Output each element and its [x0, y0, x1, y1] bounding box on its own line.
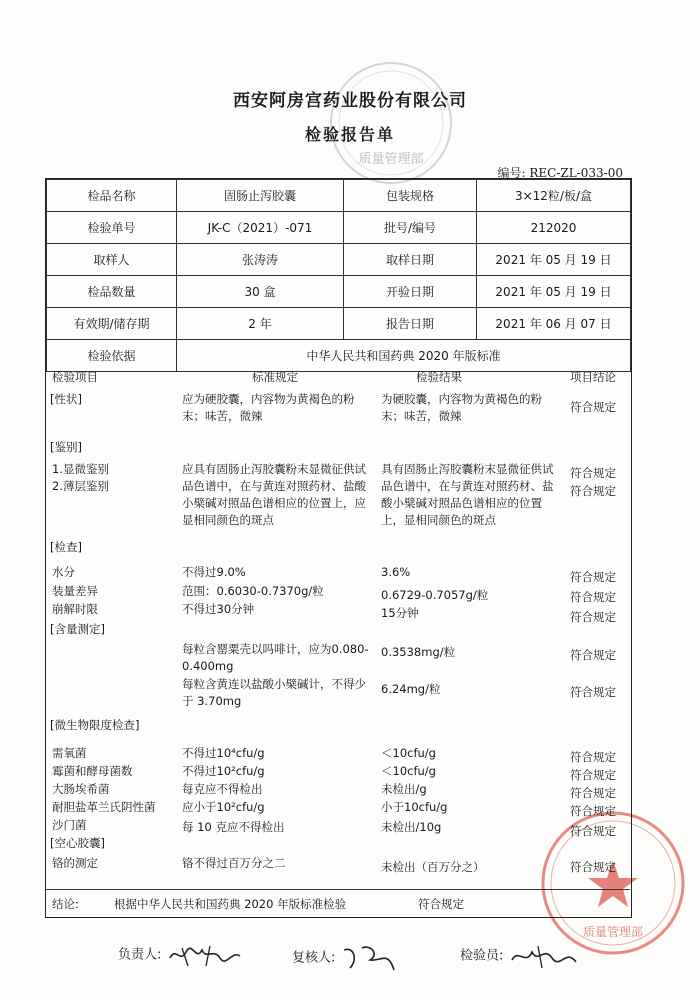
- shuifen-result: 3.6%: [381, 565, 411, 579]
- header-row: [47, 276, 631, 308]
- conclusion-text: 根据中华人民共和国药典 2020 年版标准检验: [114, 897, 347, 911]
- meijun-item: 霉菌和酵母菌数: [52, 764, 133, 778]
- inspector-handwritten-signature: [508, 940, 580, 972]
- jianbie-item-1: 1.显微鉴别: [52, 462, 109, 476]
- xuyangjun-standard: 不得过10⁴cfu/g: [182, 746, 265, 760]
- hanliang-1-conclusion: 符合规定: [570, 648, 616, 662]
- conclusion-label: 结论:: [52, 897, 79, 911]
- responsible-handwritten-signature: [166, 940, 244, 970]
- reviewer-signature: [292, 940, 400, 976]
- basis-label: 检验依据: [47, 340, 177, 372]
- zhuangliang-result: 0.6729-0.7057g/粒: [381, 588, 489, 602]
- bengjie-result: 15分钟: [381, 606, 419, 620]
- jianbie-conclusion-2: 符合规定: [570, 484, 616, 498]
- validity-label: 有效期/储存期: [47, 308, 177, 340]
- batch-value: 212020: [477, 212, 631, 244]
- zhuangliang-standard: 范围：0.6030-0.7370g/粒: [182, 584, 324, 598]
- xuyangjun-conclusion: 符合规定: [570, 750, 616, 764]
- inspector-signature: [460, 940, 580, 972]
- basis-value: 中华人民共和国药典 2020 年版标准: [177, 340, 631, 372]
- package-value: 3×12粒/板/盒: [477, 180, 631, 212]
- header-row: [47, 244, 631, 276]
- sample-date-label: 取样日期: [344, 244, 477, 276]
- bengjie-standard: 不得过30分钟: [182, 602, 255, 616]
- naidan-item: 耐胆盐革兰氏阴性菌: [52, 800, 156, 814]
- responsible-label: 负责人:: [118, 947, 162, 963]
- col-header-standard: 标准规定: [252, 370, 298, 384]
- shamen-standard: 每 10 克应不得检出: [182, 820, 285, 834]
- xuyangjun-result: ＜10cfu/g: [381, 746, 436, 760]
- header-row: [47, 212, 631, 244]
- test-no-label: 检验单号: [47, 212, 177, 244]
- dachang-item: 大肠埃希菌: [52, 782, 110, 796]
- ge-result: 未检出（百万分之）: [381, 860, 485, 874]
- hanliang-2-standard: 每粒含黄连以盐酸小檗碱计，不得少于 3.70mg: [182, 677, 366, 708]
- xingzhuang-standard: 应为硬胶囊，内容物为黄褐色的粉末；味苦，微辣: [182, 392, 355, 423]
- section-xingzhuang: [性状]: [50, 392, 82, 406]
- start-date-value: 2021 年 05 月 19 日: [477, 276, 631, 308]
- zhuangliang-conclusion: 符合规定: [570, 590, 616, 604]
- zhuangliang-item: 装量差异: [52, 584, 98, 598]
- header-table: [46, 179, 631, 372]
- validity-value: 2 年: [177, 308, 344, 340]
- hanliang-1-standard: 每粒含罂粟壳以吗啡计，应为0.080-0.400mg: [182, 642, 369, 673]
- report-frame: [45, 178, 632, 918]
- sampler-label: 取样人: [47, 244, 177, 276]
- xuyangjun-item: 需氧菌: [52, 746, 87, 760]
- ge-item: 铬的测定: [52, 856, 98, 870]
- batch-label: 批号/编号: [344, 212, 477, 244]
- col-header-item: 检验项目: [52, 370, 98, 384]
- start-date-label: 开验日期: [344, 276, 477, 308]
- document-number-label: 编号:: [497, 166, 526, 180]
- document-title: 检验报告单: [304, 125, 395, 144]
- xingzhuang-conclusion: 符合规定: [570, 400, 616, 414]
- shuifen-item: 水分: [52, 565, 75, 579]
- naidan-result: 小于10cfu/g: [381, 800, 448, 814]
- hanliang-2-result: 6.24mg/粒: [381, 682, 441, 696]
- shuifen-conclusion: 符合规定: [570, 570, 616, 584]
- bottom-stamp-text: 质量管理部: [582, 925, 644, 939]
- col-header-conclusion: 项目结论: [570, 370, 616, 384]
- header-row: [47, 308, 631, 340]
- ge-conclusion: 符合规定: [570, 860, 616, 874]
- report-date-value: 2021 年 06 月 07 日: [477, 308, 631, 340]
- responsible-signature: [118, 940, 244, 970]
- top-stamp-text: 质量管理部: [358, 152, 424, 167]
- section-jiancha: [检查]: [50, 540, 82, 554]
- dachang-result: 未检出/g: [381, 782, 427, 796]
- ge-standard: 铬不得过百万分之二: [182, 856, 286, 870]
- shamen-item: 沙门菌: [52, 818, 87, 832]
- header-row: [47, 180, 631, 212]
- conclusion-result: 符合规定: [418, 897, 464, 911]
- shuifen-standard: 不得过9.0%: [182, 565, 246, 579]
- dachang-standard: 每克应不得检出: [182, 782, 263, 796]
- naidan-standard: 应小于10²cfu/g: [182, 800, 265, 814]
- test-no-value: JK-C（2021）-071: [177, 212, 344, 244]
- package-label: 包装规格: [344, 180, 477, 212]
- bengjie-item: 崩解时限: [52, 602, 98, 616]
- section-weishengwu: [微生物限度检查]: [50, 718, 140, 732]
- jianbie-standard: 应具有固肠止泻胶囊粉末显微征供试品色谱中，在与黄连对照药材、盐酸小檗碱对照品色谱相应的位置上，应显相同颜色的斑点: [182, 462, 366, 527]
- col-header-result: 检验结果: [416, 370, 462, 384]
- shamen-result: 未检出/10g: [381, 820, 442, 834]
- inspector-label: 检验员:: [460, 948, 504, 964]
- jianbie-item-2: 2.薄层鉴别: [52, 479, 109, 493]
- jianbie-conclusion-1: 符合规定: [570, 466, 616, 480]
- product-name-value: 固肠止泻胶囊: [177, 180, 344, 212]
- jianbie-result: 具有固肠止泻胶囊粉末显微征供试品色谱中，在与黄连对照药材、盐酸小檗碱对照品色谱相应的位置上，显相同颜色的斑点: [381, 462, 554, 527]
- meijun-standard: 不得过10²cfu/g: [182, 764, 265, 778]
- bengjie-conclusion: 符合规定: [570, 610, 616, 624]
- document-number-value: REC-ZL-033-00: [529, 166, 623, 180]
- xingzhuang-result: 为硬胶囊，内容物为黄褐色的粉末；味苦，微辣: [381, 392, 542, 423]
- quantity-label: 检品数量: [47, 276, 177, 308]
- naidan-conclusion: 符合规定: [570, 804, 616, 818]
- hanliang-2-conclusion: 符合规定: [570, 685, 616, 699]
- section-hanliang: [含量测定]: [50, 622, 105, 636]
- meijun-result: ＜10cfu/g: [381, 764, 436, 778]
- company-name: 西安阿房宫药业股份有限公司: [233, 91, 467, 111]
- product-name-label: 检品名称: [47, 180, 177, 212]
- sample-date-value: 2021 年 05 月 19 日: [477, 244, 631, 276]
- report-date-label: 报告日期: [344, 308, 477, 340]
- hanliang-1-result: 0.3538mg/粒: [381, 645, 456, 659]
- shamen-conclusion: 符合规定: [570, 824, 616, 838]
- section-kongxin: [空心胶囊]: [50, 836, 105, 850]
- reviewer-handwritten-signature: [340, 940, 400, 976]
- quantity-value: 30 盒: [177, 276, 344, 308]
- reviewer-label: 复核人:: [292, 950, 336, 966]
- conclusion-row: [46, 889, 630, 918]
- meijun-conclusion: 符合规定: [570, 768, 616, 782]
- dachang-conclusion: 符合规定: [570, 786, 616, 800]
- section-jianbie: [鉴别]: [50, 440, 82, 454]
- header-row: [47, 340, 631, 372]
- sampler-value: 张涛涛: [177, 244, 344, 276]
